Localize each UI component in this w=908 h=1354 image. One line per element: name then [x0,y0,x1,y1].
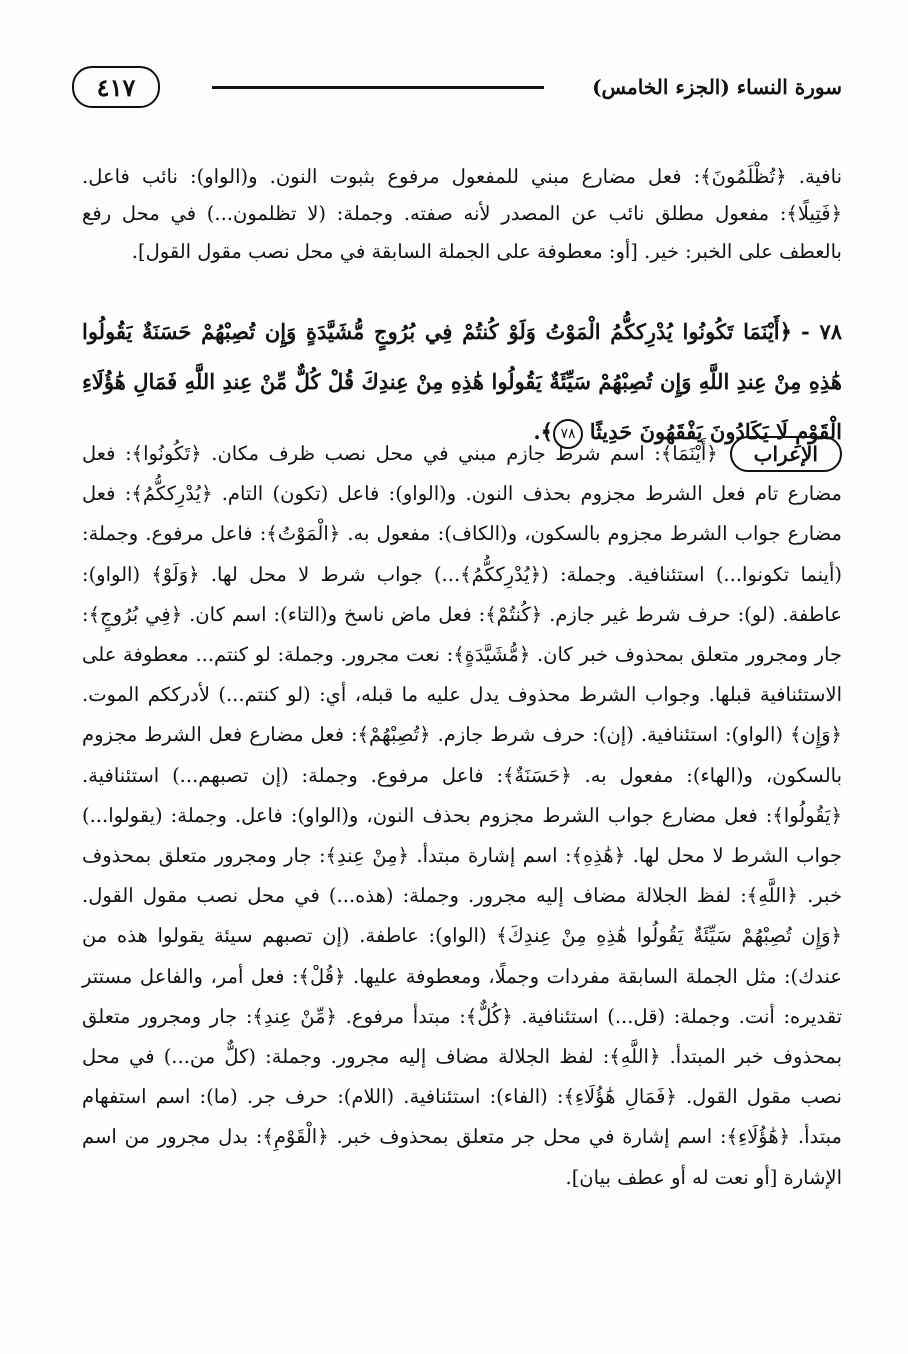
page-number: ٤١٧ [72,66,160,108]
ayah-end-marker: ٧٨ [553,419,583,449]
page-header [72,62,842,112]
verse-number: ٧٨ - [801,319,843,344]
running-title: سورة النساء (الجزء الخامس) [592,75,842,99]
header-rule [212,86,544,89]
irab-text: ﴿أَيْنَمَا﴾: اسم شرط جازم مبني في محل نصب ظرف مكان. ﴿تَكُونُوا﴾: فعل مضارع تام فعل الشرط مجزوم بحذف النون. و(الواو): فاعل (تكون) التام. ﴿يُدْرِككُّمُ﴾: فعل مضارع جواب الشرط مجزوم بالسكون، و(الكاف): مفعول به. ﴿الْمَوْتُ﴾: فاعل مرفوع. وجملة: (أينما تكونوا...) استئنافية. وجملة: (﴿يُدْرِككُّمُ﴾...) جواب شرط لا محل لها. ﴿وَلَوْ﴾ (الواو): عاطفة. (لو): حرف شرط غير جازم. ﴿كُنتُمْ﴾: فعل ماض ناسخ و(التاء): اسم كان. ﴿فِي بُرُوجٍ﴾: جار ومجرور متعلق بمحذوف خبر كان. ﴿مُّشَيَّدَةٍ﴾: نعت مجرور. وجملة: لو كنتم... معطوفة على الاستئنافية قبلها. وجواب الشرط محذوف يدل عليه ما قبله، أي: (لو كنتم...) لأدرككم الموت. ﴿وَإِن﴾ (الواو): استئنافية. (إن): حرف شرط جازم. ﴿تُصِبْهُمْ﴾: فعل مضارع فعل الشرط مجزوم بالسكون، و(الهاء): مفعول به. ﴿حَسَنَةٌ﴾: فاعل مرفوع. وجملة: (إن تصبهم...) استئنافية. ﴿يَقُولُوا﴾: فعل مضارع جواب الشرط مجزوم بحذف النون، و(الواو): فاعل. وجملة: (يقولوا...) جواب الشرط لا محل لها. ﴿هَٰذِهِ﴾: اسم إشارة مبتدأ. ﴿مِنْ عِندِ﴾: جار ومجرور متعلق بمحذوف خبر. ﴿اللَّهِ﴾: لفظ الجلالة مضاف إليه مجرور. وجملة: (هذه...) في محل نصب مقول القول. ﴿وَإِن تُصِبْهُمْ سَيِّئَةٌ يَقُولُوا هَٰذِهِ مِنْ عِندِكَ﴾ (الواو): عاطفة. (إن تصبهم سيئة يقولوا هذه من عندك): مثل الجملة السابقة مفردات وجملًا، ومعطوفة عليها. ﴿قُلْ﴾: فعل أمر، والفاعل مستتر تقديره: أنت. وجملة: (قل...) استئنافية. ﴿كُلٌّ﴾: مبتدأ مرفوع. ﴿مِّنْ عِندِ﴾: جار ومجرور متعلق بمحذوف خبر المبتدأ. ﴿اللَّهِ﴾: لفظ الجلالة مضاف إليه مجرور. وجملة: (كلٌّ من...) في محل نصب مقول القول. ﴿فَمَالِ هَٰؤُلَاءِ﴾: (الفاء): استئنافية. (اللام): حرف جر. (ما): اسم استفهام مبتدأ. ﴿هَٰؤُلَاءِ﴾: اسم إشارة في محل جر متعلق بمحذوف خبر. ﴿الْقَوْمِ﴾: بدل مجرور من اسم الإشارة [أو نعت له أو عطف بيان]. [82,442,842,1189]
irab-section [82,434,842,1198]
commentary-paragraph: نافية. ﴿تُظْلَمُونَ﴾: فعل مضارع مبني للمفعول مرفوع بثبوت النون. و(الواو): نائب فاعل. ﴿فَتِيلًا﴾: مفعول مطلق نائب عن المصدر لأنه صفته. وجملة: (لا تظلمون...) في محل رفع بالعطف على الخبر: خير. [أو: معطوفة على الجملة السابقة في محل نصب مقول القول]. [82,164,842,263]
verse-text: ﴿أَيْنَمَا تَكُونُوا يُدْرِككُّمُ الْمَوْتُ وَلَوْ كُنتُمْ فِي بُرُوجٍ مُّشَيَّدَةٍ وَإِن تُصِبْهُمْ حَسَنَةٌ يَقُولُوا هَٰذِهِ مِنْ عِندِ اللَّهِ وَإِن تُصِبْهُمْ سَيِّئَةٌ يَقُولُوا هَٰذِهِ مِنْ عِندِكَ قُلْ كُلٌّ مِّنْ عِندِ اللَّهِ فَمَالِ هَٰؤُلَاءِ الْقَوْمِ لَا يَكَادُونَ يَفْقَهُونَ حَدِيثًا [82,319,842,444]
irab-badge: الإعراب [730,436,842,472]
verse-close: ﴾. [533,419,553,444]
